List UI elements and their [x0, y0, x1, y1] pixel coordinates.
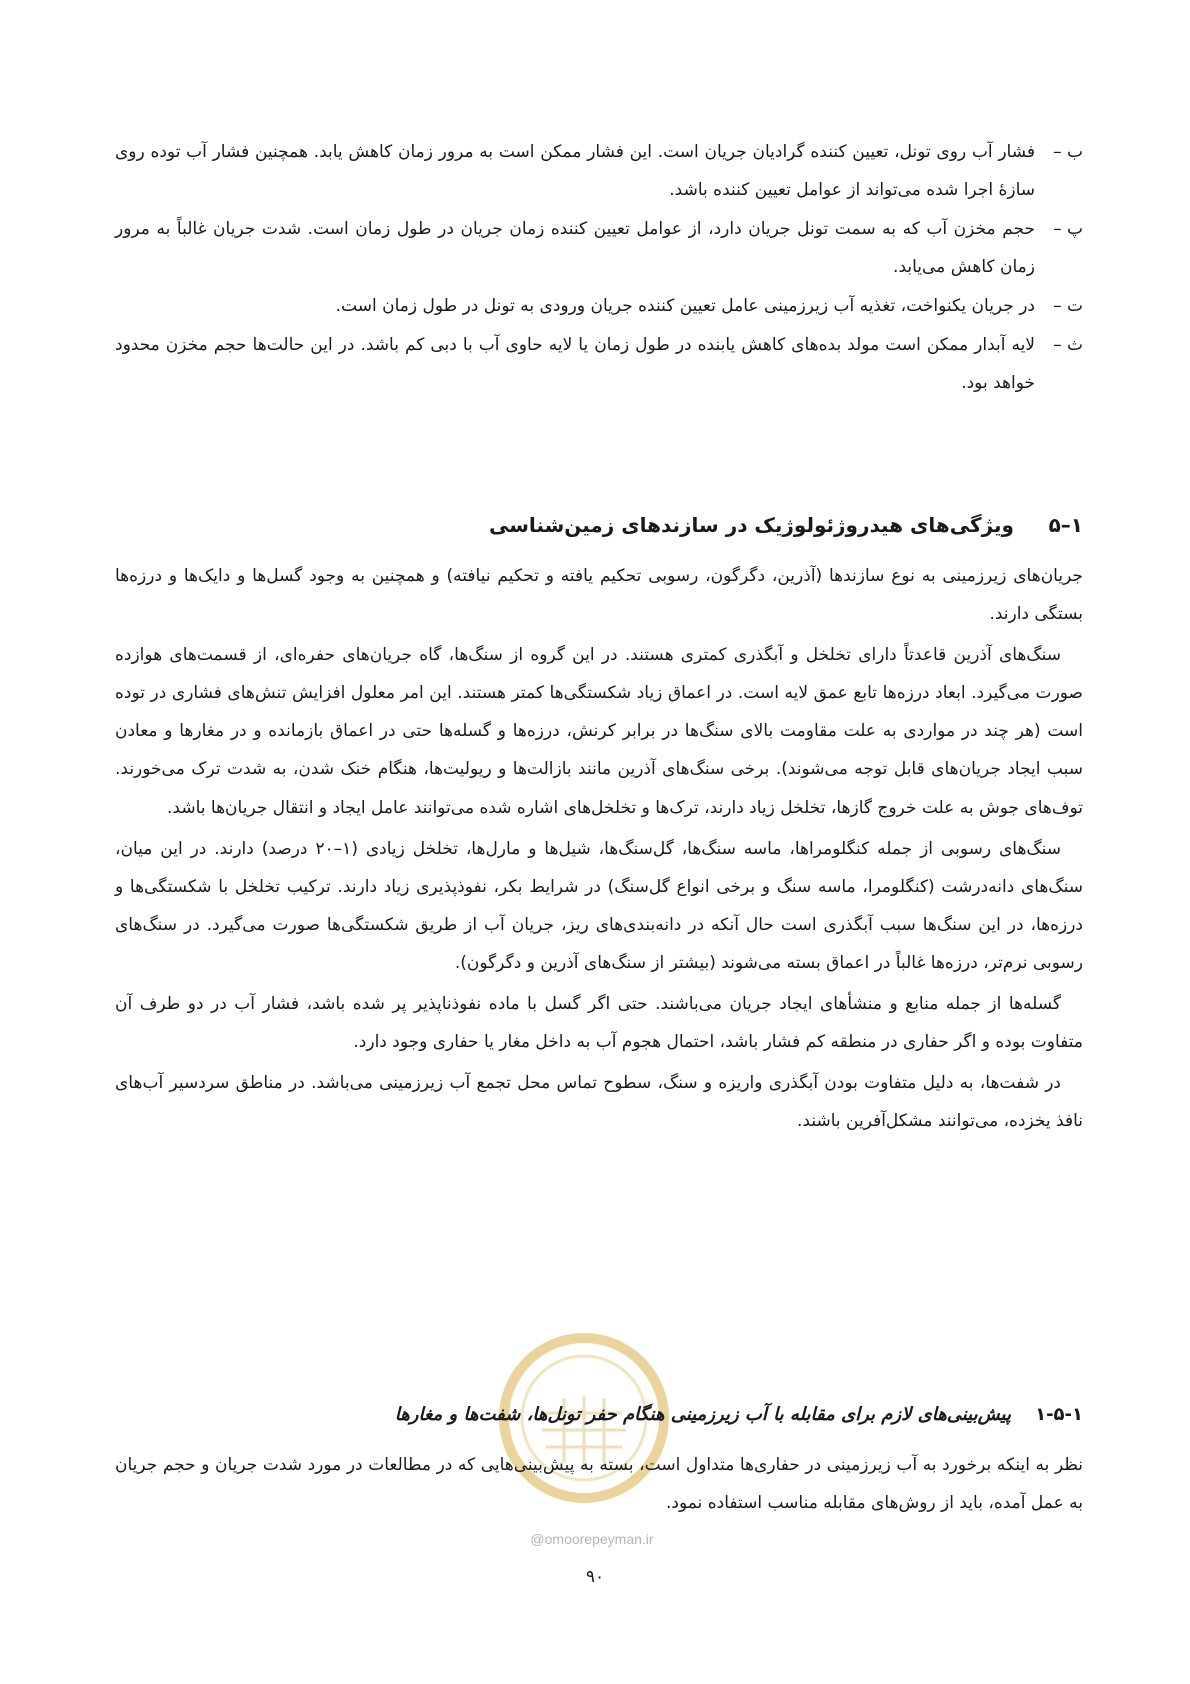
subsection-heading — [115, 1398, 1083, 1432]
list-item — [115, 133, 1083, 209]
subsection-number: ۱-۵-۱ — [1035, 1404, 1083, 1425]
list-item — [115, 210, 1083, 286]
section-number: ۱–۵ — [1048, 513, 1083, 537]
list-item — [115, 287, 1083, 325]
paragraph: نظر به اینکه برخورد به آب زیرزمینی در حفاری‌ها متداول است، بسته به پیش‌بینی‌هایی که در مطالعات در مورد شدت جریان و حجم جریان به عمل آمده، باید از روش‌های مقابله مناسب استفاده نمود. — [115, 1455, 1083, 1514]
list-marker: ث – — [1053, 335, 1083, 355]
list-item-text: فشار آب روی تونل، تعیین کننده گرادیان جریان است. این فشار ممکن است به مرور زمان کاهش یابد. همچنین فشار آب توده روی سازهٔ اجرا شده می‌تواند از عوامل تعیین کننده باشد. — [115, 142, 1035, 200]
list-marker: پ – — [1053, 219, 1083, 239]
bullet-list — [115, 133, 1083, 403]
list-item-text: لایه آبدار ممکن است مولد بده‌های کاهش یابنده در طول زمان یا لایه حاوی آب با دبی کم باشد. در این حالت‌ها حجم مخزن محدود خواهد بود. — [115, 335, 1035, 393]
section-title: ویژگی‌های هیدروژئولوژیک در سازندهای زمین‌شناسی — [489, 513, 1014, 537]
section-heading — [115, 508, 1083, 542]
paragraph: سنگ‌های آذرین قاعدتاً دارای تخلخل و آبگذری کمتری هستند. در این گروه از سنگ‌ها، گاه جریان‌های حفره‌ای، از قسمت‌های هوازده صورت می‌گیرد. ابعاد درزه‌ها تابع عمق لایه است. در اعماق زیاد شکستگی‌ها کمتر هستند. این امر معلول افزایش تنش‌های فشاری در توده است (هر چند در مواردی به علت مقاومت بالای سنگ‌ها در برابر کرنش، درزه‌ها و گسله‌ها حتی در اعماق بازمانده و در مغارها و معادن سبب ایجاد جریان‌های قابل توجه می‌شوند). برخی سنگ‌های آذرین مانند بازالت‌ها و ریولیت‌ها، هنگام خنک شدن، به شدت ترک می‌خورند. توف‌های جوش به علت خروج گازها، تخلخل زیاد دارند، ترک‌ها و تخلخل‌های اشاره شده می‌توانند عامل ایجاد و انتقال جریان‌ها باشد. — [115, 645, 1083, 818]
paragraph: جریان‌های زیرزمینی به نوع سازندها (آذرین، دگرگون، رسوبی تحکیم یافته و تحکیم نیافته) و همچنین به وجود گسل‌ها و دایک‌ها و درزه‌ها بستگی دارند. — [115, 566, 1083, 625]
list-item — [115, 326, 1083, 402]
paragraph: در شفت‌ها، به دلیل متفاوت بودن آبگذری واریزه و سنگ، سطوح تماس محل تجمع آب زیرزمینی می‌باشد. در مناطق سردسیر آب‌های نافذ یخزده، می‌توانند مشکل‌آفرین باشند. — [115, 1073, 1083, 1132]
list-marker: ت – — [1053, 296, 1083, 316]
list-item-text: حجم مخزن آب که به سمت تونل جریان دارد، از عوامل تعیین کننده زمان جریان در طول زمان است. شدت جریان غالباً به مرور زمان کاهش می‌یابد. — [115, 219, 1035, 277]
paragraph: سنگ‌های رسوبی از جمله کنگلومراها، ماسه سنگ‌ها، گل‌سنگ‌ها، شیل‌ها و مارل‌ها، تخلخل زیادی (۱–۲۰ درصد) دارند. در این میان، سنگ‌های دانه‌درشت (کنگلومرا، ماسه سنگ و برخی انواع گل‌سنگ) در شرایط بکر، نفوذپذیری زیاد دارند. ترکیب تخلخل با شکستگی‌ها و درزه‌ها، در این سنگ‌ها سبب آبگذری است حال آنکه در دانه‌بندی‌های ریز، جریان آب از طریق شکستگی‌ها صورت می‌گیرد. در سنگ‌های رسوبی نرم‌تر، درزه‌ها غالباً در اعماق بسته می‌شوند (بیشتر از سنگ‌های آذرین و دگرگون). — [115, 838, 1083, 973]
subsection-body — [115, 1446, 1083, 1525]
watermark-url: @omoorepeyman.ir — [530, 1531, 654, 1547]
section-body — [115, 557, 1083, 1143]
list-marker: ب – — [1053, 142, 1083, 162]
paragraph: گسله‌ها از جمله منابع و منشأهای ایجاد جریان می‌باشند. حتی اگر گسل با ماده نفوذناپذیر پر شده باشد، فشار آب در دو طرف آن متفاوت بوده و اگر حفاری در منطقه کم فشار باشد، احتمال هجوم آب به داخل مغار یا حفاری وجود دارد. — [115, 994, 1083, 1053]
subsection-title: پیش‌بینی‌های لازم برای مقابله با آب زیرزمینی هنگام حفر تونل‌ها، شفت‌ها و مغارها — [394, 1404, 1011, 1425]
page-number: ۹۰ — [585, 1567, 605, 1587]
list-item-text: در جریان یکنواخت، تغذیه آب زیرزمینی عامل تعیین کننده جریان ورودی به تونل در طول زمان است. — [335, 296, 1035, 316]
